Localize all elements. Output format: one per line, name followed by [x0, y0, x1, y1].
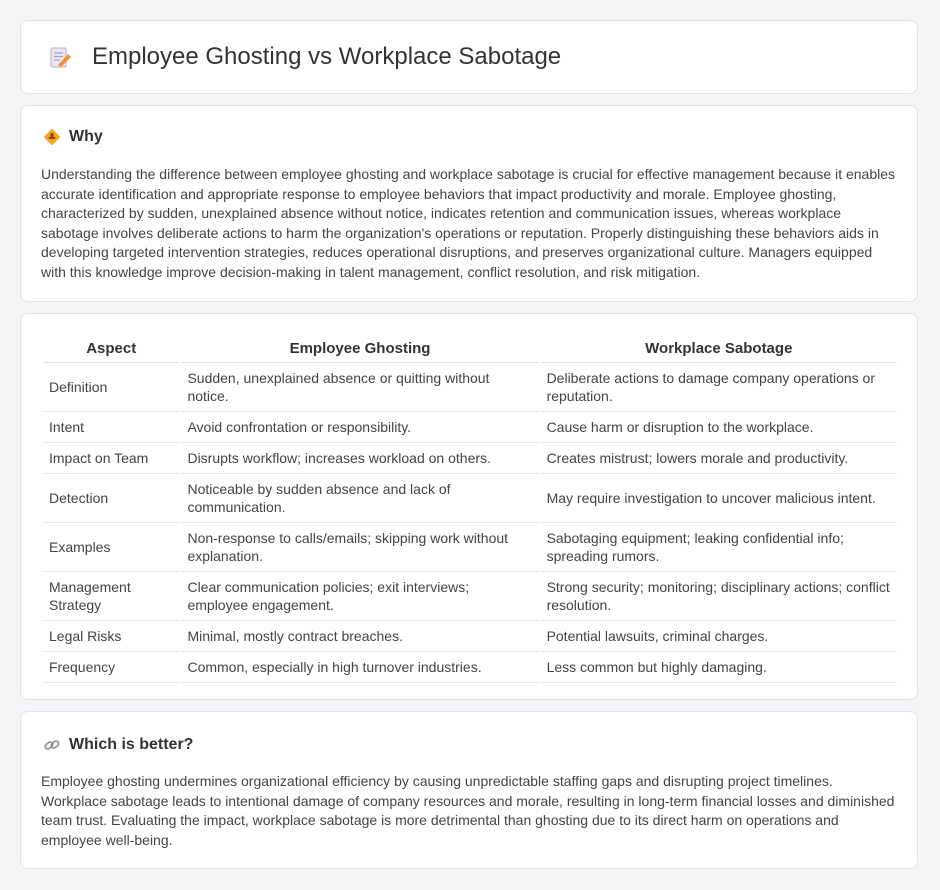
- ghosting-cell: Avoid confrontation or responsibility.: [181, 412, 538, 443]
- why-heading-label: Why: [69, 128, 103, 145]
- column-header: Aspect: [43, 334, 179, 363]
- why-text: Understanding the difference between employee ghosting and workplace sabotage is crucial for effective management because it enables accurate identification and appropriate response to employee behaviors that impact productivity and morale. Employee ghosting, characterized by sudden, unexplained absence without notice, indicates retention and communication issues, whereas workplace sabotage involves deliberate actions to harm the organization's operations or reputation. Properly distinguishing these behaviors aids in developing targeted intervention strategies, reduces operational disruptions, and preserves organizational culture. Managers equipped with this knowledge improve decision-making in talent management, conflict resolution, and risk mitigation.: [41, 166, 896, 280]
- aspect-cell: Impact on Team: [43, 443, 179, 474]
- table-header-row: [43, 334, 897, 363]
- which-section: [20, 711, 918, 869]
- sabotage-cell: Potential lawsuits, criminal charges.: [541, 621, 897, 652]
- column-header: Employee Ghosting: [181, 334, 538, 363]
- ghosting-cell: Noticeable by sudden absence and lack of communication.: [181, 474, 538, 523]
- comparison-table: [41, 334, 899, 683]
- sabotage-cell: May require investigation to uncover malicious intent.: [541, 474, 897, 523]
- table-row: [43, 572, 897, 621]
- link-icon: [43, 736, 61, 754]
- ghosting-cell: Sudden, unexplained absence or quitting without notice.: [181, 363, 538, 412]
- table-row: [43, 363, 897, 412]
- why-heading: [43, 128, 103, 146]
- sabotage-cell: Strong security; monitoring; disciplinary actions; conflict resolution.: [541, 572, 897, 621]
- ghosting-cell: Common, especially in high turnover industries.: [181, 652, 538, 683]
- table-row: [43, 652, 897, 683]
- aspect-cell: Management Strategy: [43, 572, 179, 621]
- table-row: [43, 412, 897, 443]
- ghosting-cell: Disrupts workflow; increases workload on others.: [181, 443, 538, 474]
- sabotage-cell: Cause harm or disruption to the workplace.: [541, 412, 897, 443]
- title-card: [20, 20, 918, 94]
- sabotage-cell: Sabotaging equipment; leaking confidential info; spreading rumors.: [541, 523, 897, 572]
- comparison-card: [20, 313, 918, 700]
- ghosting-cell: Non-response to calls/emails; skipping work without explanation.: [181, 523, 538, 572]
- which-heading: [43, 736, 193, 754]
- which-heading-label: Which is better?: [69, 736, 194, 753]
- table-row: [43, 621, 897, 652]
- which-text: Employee ghosting undermines organizational efficiency by causing unpredictable staffing gaps and disrupting project timelines. Workplace sabotage leads to intentional damage of company resources and morale, resulting in long-term financial losses and diminished team trust. Evaluating the impact, workplace sabotage is more detrimental than ghosting due to its direct harm on operations and employee well-being.: [41, 773, 895, 848]
- aspect-cell: Legal Risks: [43, 621, 179, 652]
- sabotage-cell: Deliberate actions to damage company operations or reputation.: [541, 363, 897, 412]
- column-header: Workplace Sabotage: [541, 334, 897, 363]
- aspect-cell: Definition: [43, 363, 179, 412]
- diamond-sign-icon: [43, 128, 61, 146]
- ghosting-cell: Clear communication policies; exit interviews; employee engagement.: [181, 572, 538, 621]
- aspect-cell: Frequency: [43, 652, 179, 683]
- memo-pencil-icon: [47, 45, 73, 71]
- table-row: [43, 523, 897, 572]
- why-section: [20, 105, 918, 302]
- table-row: [43, 474, 897, 523]
- table-row: [43, 443, 897, 474]
- aspect-cell: Examples: [43, 523, 179, 572]
- aspect-cell: Intent: [43, 412, 179, 443]
- aspect-cell: Detection: [43, 474, 179, 523]
- sabotage-cell: Less common but highly damaging.: [541, 652, 897, 683]
- sabotage-cell: Creates mistrust; lowers morale and productivity.: [541, 443, 897, 474]
- page-title: Employee Ghosting vs Workplace Sabotage: [92, 43, 562, 70]
- ghosting-cell: Minimal, mostly contract breaches.: [181, 621, 538, 652]
